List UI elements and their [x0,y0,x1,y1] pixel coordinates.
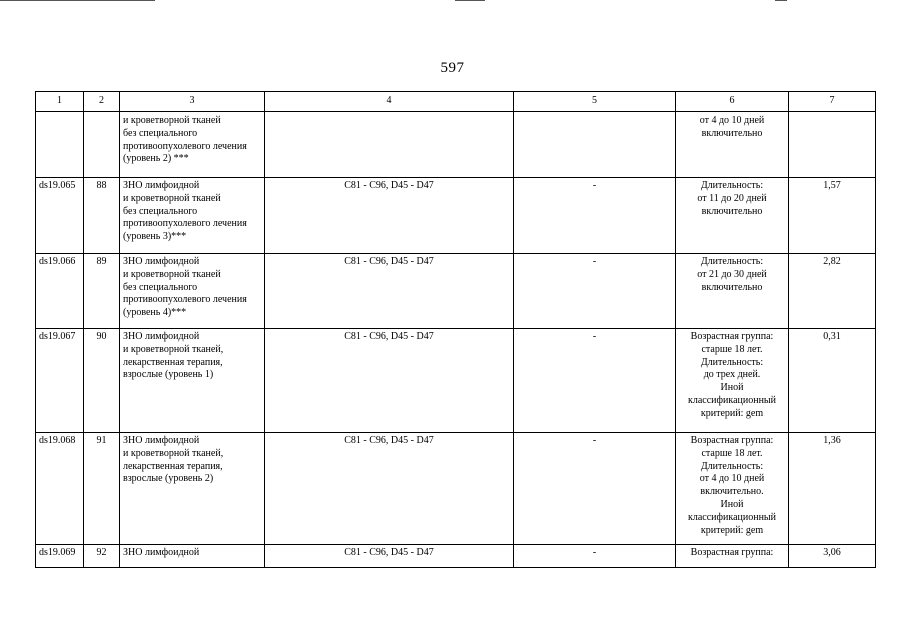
cell-code: ds19.067 [36,329,84,433]
cell-icd-codes: C81 - C96, D45 - D47 [265,178,514,254]
column-header: 7 [789,92,876,112]
cell-number [84,112,120,178]
column-header: 1 [36,92,84,112]
cell-number: 92 [84,545,120,568]
cell-icd-codes: C81 - C96, D45 - D47 [265,433,514,545]
cell-coefficient: 0,31 [789,329,876,433]
cell-number: 90 [84,329,120,433]
cell-name: ЗНО лимфоидной и кроветворной тканей без специального противоопухолевого лечения (уровень 3)*** [120,178,265,254]
cell-number: 91 [84,433,120,545]
cell-extra: - [514,433,676,545]
cell-name: ЗНО лимфоидной и кроветворной тканей, лекарственная терапия, взрослые (уровень 1) [120,329,265,433]
column-header: 3 [120,92,265,112]
cell-icd-codes [265,112,514,178]
cell-criteria: Возрастная группа: старше 18 лет. Длительность: до трех дней. Иной классификационный критерий: gem [676,329,789,433]
column-header: 6 [676,92,789,112]
cell-name: и кроветворной тканей без специального противоопухолевого лечения (уровень 2) *** [120,112,265,178]
table-row [36,433,876,545]
cell-criteria: Длительность: от 11 до 20 дней включительно [676,178,789,254]
cell-name: ЗНО лимфоидной [120,545,265,568]
cell-code [36,112,84,178]
cell-coefficient: 1,36 [789,433,876,545]
cell-name: ЗНО лимфоидной и кроветворной тканей, лекарственная терапия, взрослые (уровень 2) [120,433,265,545]
cell-code: ds19.068 [36,433,84,545]
scan-edge-mark [0,0,155,1]
cell-extra: - [514,329,676,433]
cell-code: ds19.066 [36,254,84,329]
cell-criteria: от 4 до 10 дней включительно [676,112,789,178]
header-row [36,92,876,112]
cell-code: ds19.065 [36,178,84,254]
scan-edge-mark [775,0,787,1]
cell-name: ЗНО лимфоидной и кроветворной тканей без специального противоопухолевого лечения (уровень 4)*** [120,254,265,329]
cell-number: 88 [84,178,120,254]
cell-coefficient: 2,82 [789,254,876,329]
column-header: 5 [514,92,676,112]
table-row [36,329,876,433]
column-header: 4 [265,92,514,112]
table-row [36,254,876,329]
cell-icd-codes: C81 - C96, D45 - D47 [265,254,514,329]
cell-extra [514,112,676,178]
cell-criteria: Длительность: от 21 до 30 дней включительно [676,254,789,329]
cell-criteria: Возрастная группа: [676,545,789,568]
cell-extra: - [514,178,676,254]
cell-icd-codes: C81 - C96, D45 - D47 [265,329,514,433]
cell-coefficient: 1,57 [789,178,876,254]
cell-number: 89 [84,254,120,329]
table-row [36,178,876,254]
cell-coefficient [789,112,876,178]
cell-extra: - [514,545,676,568]
cell-coefficient: 3,06 [789,545,876,568]
scan-edge-mark [455,0,485,1]
tariff-table [35,91,876,568]
table-row [36,545,876,568]
page-number: 597 [440,60,465,76]
cell-criteria: Возрастная группа: старше 18 лет. Длительность: от 4 до 10 дней включительно. Иной классификационный критерий: gem [676,433,789,545]
column-header: 2 [84,92,120,112]
cell-icd-codes: C81 - C96, D45 - D47 [265,545,514,568]
table-row [36,112,876,178]
cell-code: ds19.069 [36,545,84,568]
cell-extra: - [514,254,676,329]
